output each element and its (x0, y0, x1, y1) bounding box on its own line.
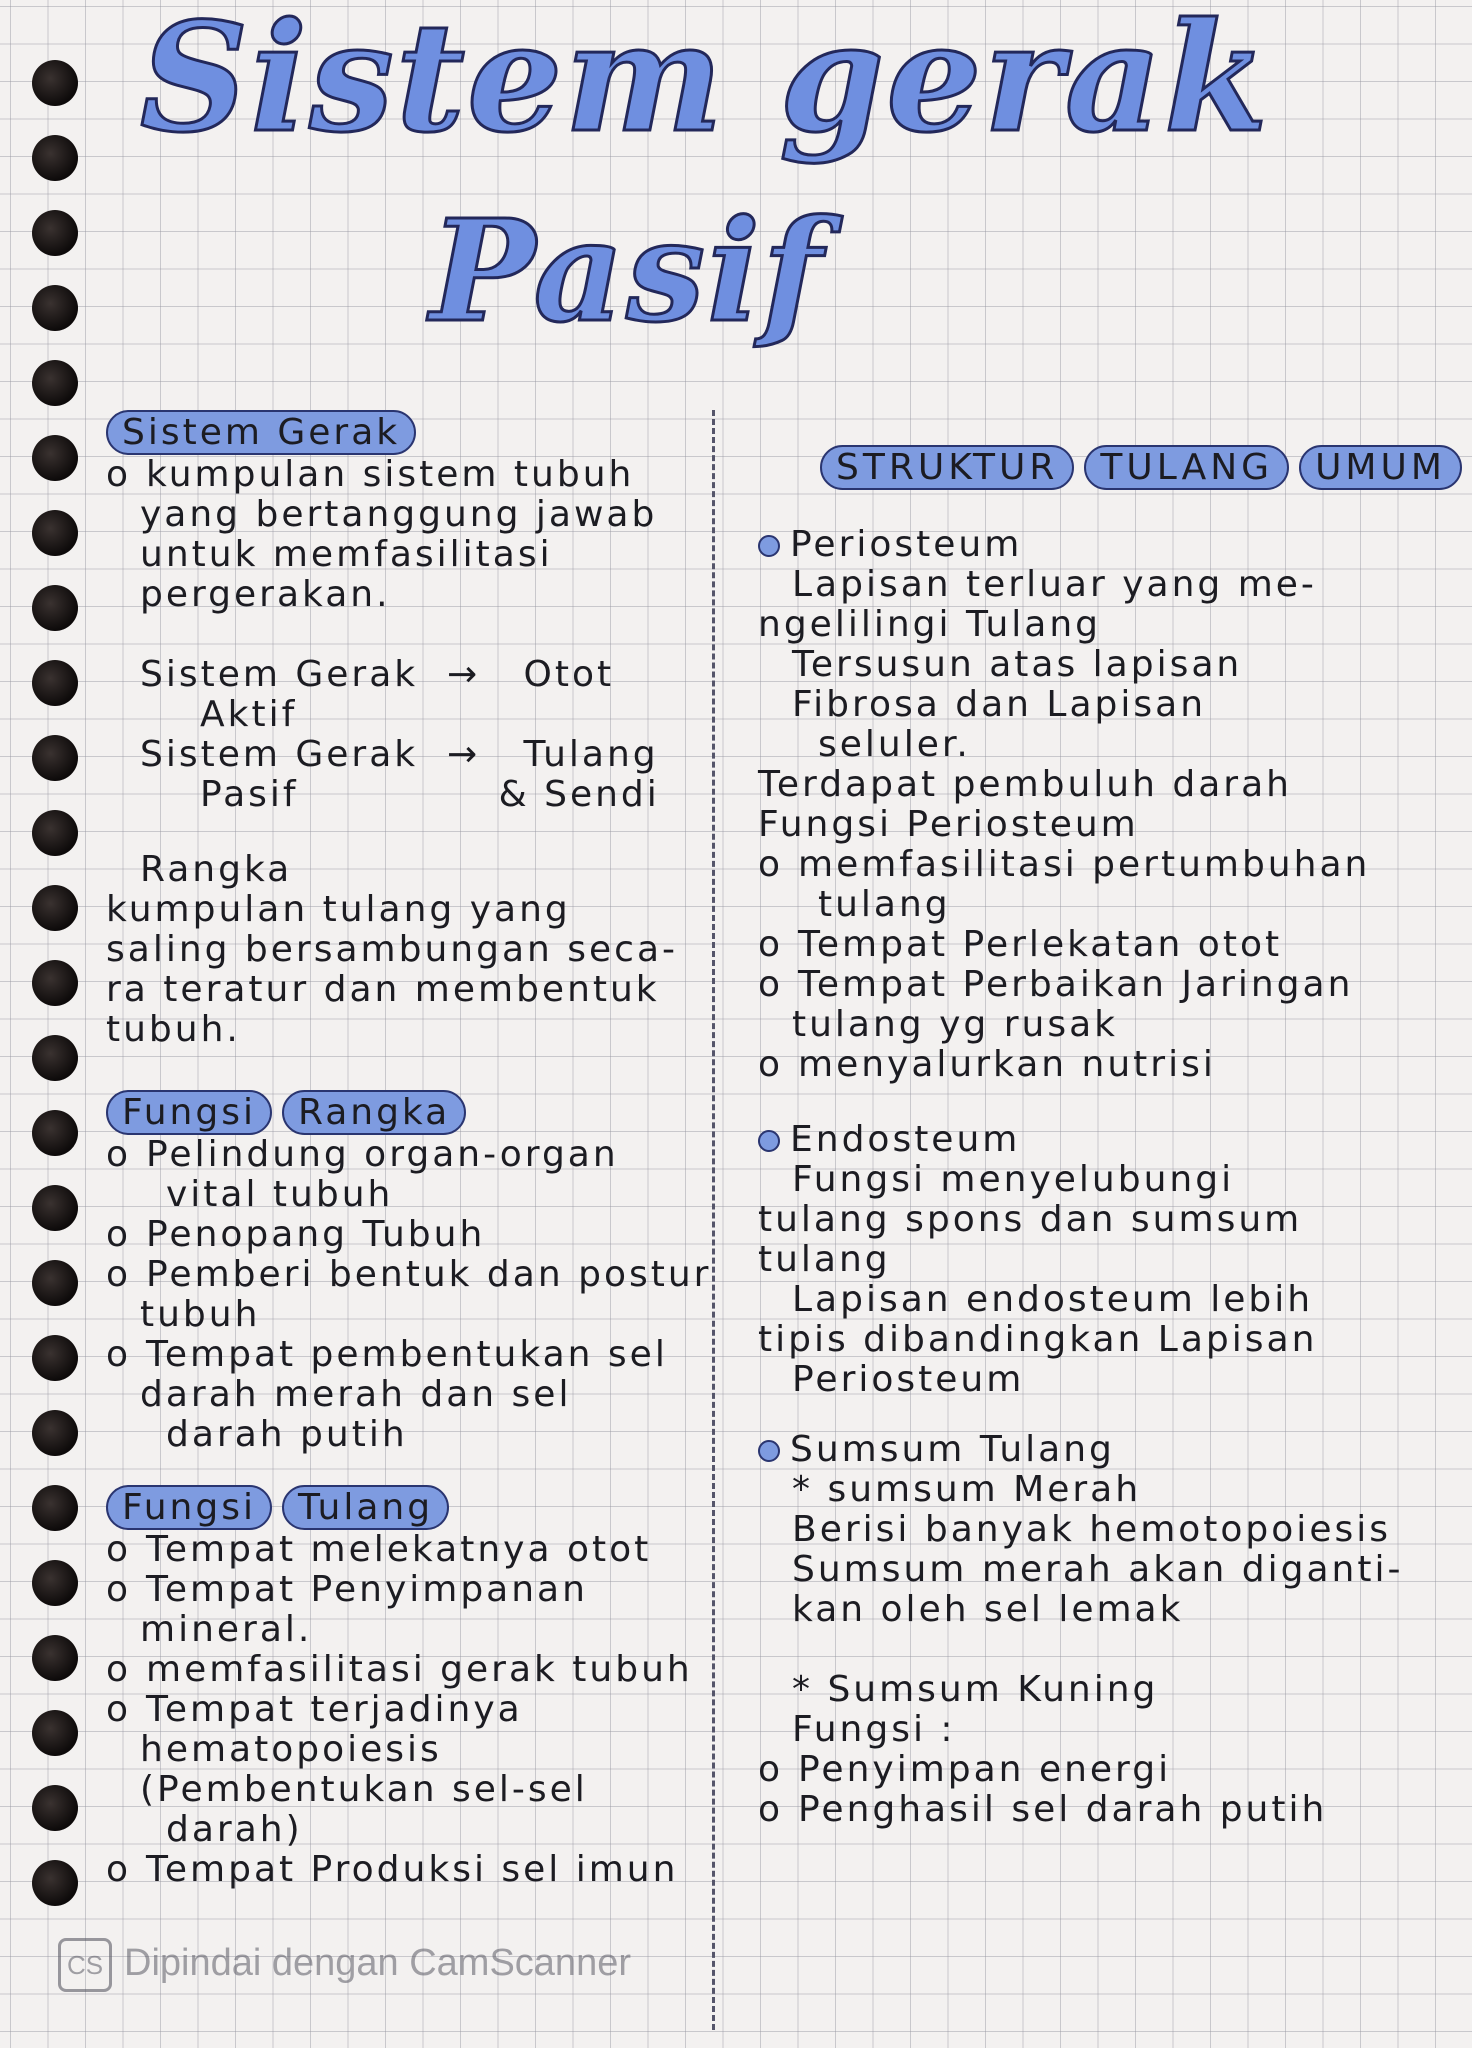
fungsi-tulang-heading-1: Fungsi (106, 1485, 272, 1530)
pasif-value-1: Tulang (523, 734, 659, 775)
list-item: Tempat terjadinya (146, 1689, 523, 1731)
bullet-dot-icon (758, 1130, 780, 1152)
periosteum-line: Fungsi Periosteum (758, 804, 1139, 845)
title-line-1: Sistem gerak (140, 0, 1270, 166)
rangka-line: kumpulan tulang yang (106, 889, 571, 930)
sumsum-merah-line: kan oleh sel lemak (792, 1589, 1184, 1630)
endosteum-line: tipis dibandingkan Lapisan (758, 1319, 1318, 1360)
bullet: o (758, 1749, 784, 1790)
list-item: tubuh (140, 1294, 261, 1336)
endosteum-title: Endosteum (790, 1119, 1021, 1160)
arrow-icon: → (447, 734, 481, 775)
column-divider (712, 410, 715, 2030)
periosteum-line: Terdapat pembuluh darah (758, 764, 1292, 805)
rangka-line: tubuh. (106, 1009, 241, 1050)
endosteum-line: Lapisan endosteum lebih (792, 1279, 1314, 1320)
binder-hole (32, 1485, 78, 1531)
list-item: vital tubuh (166, 1174, 394, 1216)
sistem-gerak-line: untuk memfasilitasi (140, 534, 553, 576)
bullet: o (106, 1569, 132, 1611)
binder-hole (32, 1260, 78, 1306)
struktur-heading-word: STRUKTUR (820, 445, 1074, 490)
sumsum-kuning-title: * Sumsum Kuning (792, 1669, 1159, 1710)
bullet-dot-icon (758, 1440, 780, 1462)
rangka-line: saling bersambungan seca- (106, 929, 679, 970)
binder-hole (32, 735, 78, 781)
aktif-sub: Aktif (200, 694, 298, 735)
list-item: tulang (818, 884, 951, 925)
sumsum-section (758, 1430, 1403, 1830)
binder-hole (32, 885, 78, 931)
binder-hole (32, 810, 78, 856)
endosteum-line: tulang (758, 1239, 891, 1280)
binder-hole (32, 360, 78, 406)
arrow-icon: → (447, 654, 481, 695)
list-item: memfasilitasi gerak tubuh (146, 1649, 693, 1691)
sistem-gerak-line: pergerakan. (140, 574, 391, 616)
rangka-heading: Rangka (140, 849, 293, 890)
bullet-dot-icon (758, 535, 780, 557)
struktur-heading-word: TULANG (1084, 445, 1289, 490)
aktif-value: Otot (523, 654, 615, 695)
list-item: hematopoiesis (140, 1729, 442, 1771)
list-item: Penyimpan energi (798, 1749, 1172, 1790)
aktif-label: Sistem Gerak (140, 654, 419, 695)
binder-hole (32, 585, 78, 631)
binder-hole (32, 210, 78, 256)
bullet: o (106, 1529, 132, 1571)
list-item: memfasilitasi pertumbuhan (798, 844, 1371, 885)
binder-hole (32, 660, 78, 706)
periosteum-line: Lapisan terluar yang me- (792, 564, 1317, 605)
bullet: o (106, 454, 132, 496)
sistem-gerak-line: kumpulan sistem tubuh (146, 454, 635, 496)
list-item: menyalurkan nutrisi (798, 1044, 1216, 1085)
sumsum-merah-line: Sumsum merah akan diganti- (792, 1549, 1404, 1590)
sistem-gerak-section (106, 410, 657, 615)
rangka-line: ra teratur dan membentuk (106, 969, 660, 1010)
bullet: o (106, 1849, 132, 1891)
fungsi-rangka-section (106, 1090, 711, 1455)
binder-holes (32, 60, 82, 1960)
list-item: tulang yg rusak (792, 1004, 1118, 1045)
binder-hole (32, 285, 78, 331)
binder-hole (32, 960, 78, 1006)
list-item: Tempat pembentukan sel (146, 1334, 668, 1376)
pasif-value-2: & Sendi (498, 774, 660, 815)
endosteum-line: Periosteum (792, 1359, 1025, 1400)
periosteum-line: seluler. (818, 724, 971, 765)
binder-hole (32, 510, 78, 556)
bullet: o (106, 1254, 132, 1296)
bullet: o (106, 1334, 132, 1376)
binder-hole (32, 1710, 78, 1756)
sumsum-merah-line: Berisi banyak hemotopoiesis (792, 1509, 1391, 1550)
bullet: o (106, 1214, 132, 1256)
rangka-section (106, 850, 678, 1050)
title-line-2: Pasif (430, 190, 825, 354)
pasif-label: Sistem Gerak (140, 734, 419, 775)
binder-hole (32, 60, 78, 106)
periosteum-title: Periosteum (790, 524, 1023, 565)
list-item: Pelindung organ-organ (146, 1134, 619, 1176)
sumsum-title: Sumsum Tulang (790, 1429, 1115, 1470)
sumsum-merah-title: * sumsum Merah (792, 1469, 1142, 1510)
periosteum-section (758, 525, 1370, 1085)
binder-hole (32, 1560, 78, 1606)
endosteum-line: Fungsi menyelubungi (792, 1159, 1235, 1200)
binder-hole (32, 435, 78, 481)
sumsum-kuning-fungsi: Fungsi : (792, 1709, 956, 1750)
list-item: darah merah dan sel (140, 1374, 572, 1416)
bullet: o (758, 964, 784, 1005)
periosteum-line: Tersusun atas lapisan (792, 644, 1243, 685)
list-item: Tempat Produksi sel imun (146, 1849, 679, 1891)
fungsi-rangka-heading-1: Fungsi (106, 1090, 272, 1135)
bullet: o (106, 1689, 132, 1731)
sistem-gerak-heading: Sistem Gerak (106, 410, 416, 455)
binder-hole (32, 1785, 78, 1831)
bullet: o (758, 1789, 784, 1830)
list-item: Tempat Penyimpanan (146, 1569, 588, 1611)
list-item: Tempat Perlekatan otot (798, 924, 1283, 965)
periosteum-line: ngelilingi Tulang (758, 604, 1102, 645)
periosteum-line: Fibrosa dan Lapisan (792, 684, 1207, 725)
fungsi-tulang-section (106, 1485, 693, 1890)
bullet: o (106, 1649, 132, 1691)
binder-hole (32, 1635, 78, 1681)
list-item: mineral. (140, 1609, 313, 1651)
binder-hole (32, 1410, 78, 1456)
bullet: o (758, 1044, 784, 1085)
bullet: o (106, 1134, 132, 1176)
endosteum-line: tulang spons dan sumsum (758, 1199, 1303, 1240)
list-item: (Pembentukan sel-sel (140, 1769, 588, 1811)
watermark-text: Dipindai dengan CamScanner (124, 1942, 631, 1985)
list-item: Tempat Perbaikan Jaringan (798, 964, 1354, 1005)
camscanner-watermark (58, 1938, 631, 1992)
list-item: Penopang Tubuh (146, 1214, 486, 1256)
fungsi-rangka-heading-2: Rangka (282, 1090, 466, 1135)
endosteum-section (758, 1120, 1317, 1400)
binder-hole (32, 1335, 78, 1381)
fungsi-tulang-heading-2: Tulang (282, 1485, 449, 1530)
gerak-aktif-row (140, 655, 660, 815)
sistem-gerak-line: yang bertanggung jawab (140, 494, 658, 536)
camscanner-logo-icon: CS (58, 1938, 112, 1992)
list-item: Penghasil sel darah putih (798, 1789, 1328, 1830)
binder-hole (32, 135, 78, 181)
binder-hole (32, 1035, 78, 1081)
list-item: Pemberi bentuk dan postur (146, 1254, 712, 1296)
binder-hole (32, 1110, 78, 1156)
struktur-heading (820, 445, 1472, 490)
list-item: darah putih (166, 1414, 408, 1456)
struktur-heading-word: UMUM (1299, 445, 1462, 490)
bullet: o (758, 924, 784, 965)
list-item: darah) (166, 1809, 303, 1851)
binder-hole (32, 1185, 78, 1231)
bullet: o (758, 844, 784, 885)
list-item: Tempat melekatnya otot (146, 1529, 652, 1571)
binder-hole (32, 1860, 78, 1906)
pasif-sub: Pasif (200, 774, 299, 815)
